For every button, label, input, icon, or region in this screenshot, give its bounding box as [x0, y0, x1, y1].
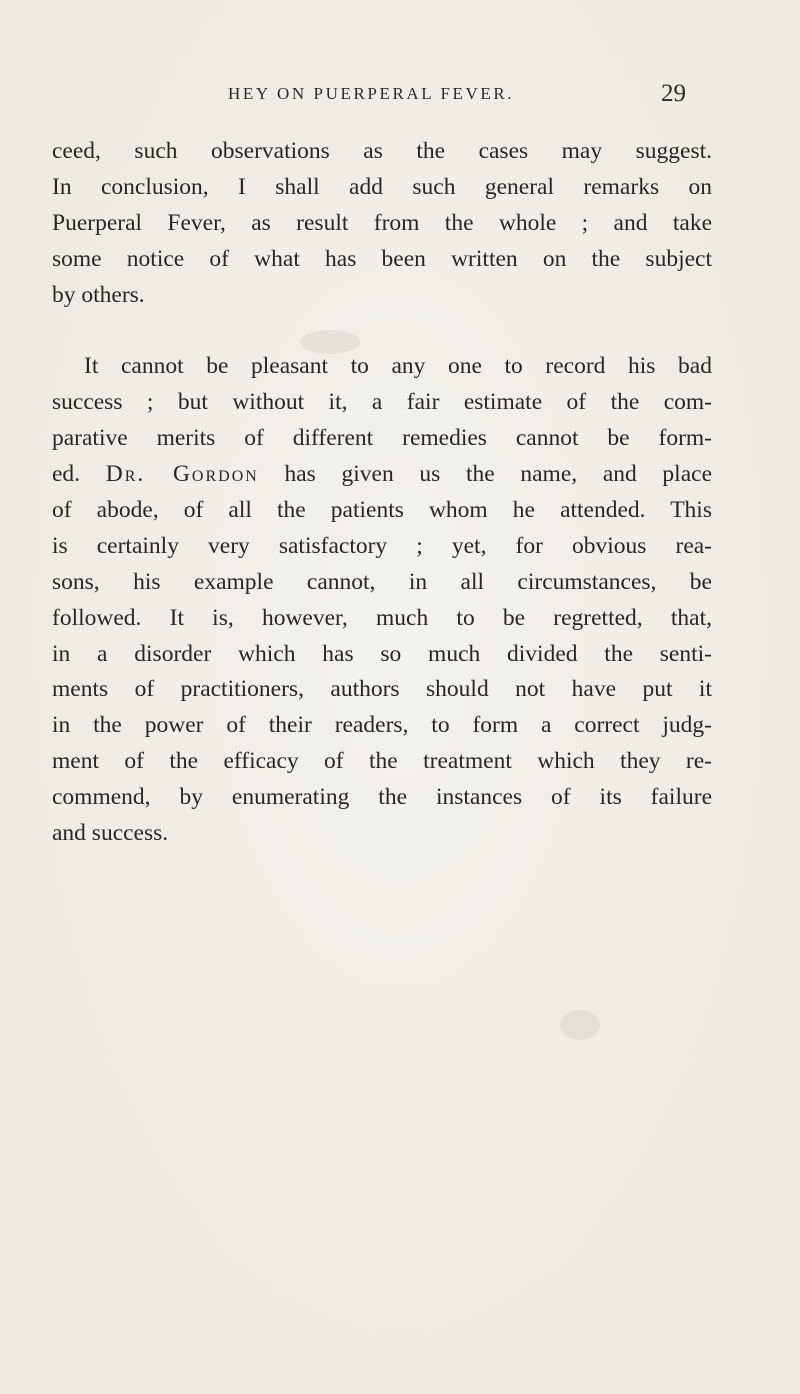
- running-head: [228, 80, 708, 110]
- text-line: some notice of what has been written on the subject: [52, 245, 712, 272]
- page-number: 29: [661, 80, 686, 107]
- text-line: of abode, of all the patients whom he attended. This: [52, 497, 712, 524]
- text-fragment: ed.: [52, 461, 81, 488]
- running-title: HEY ON PUERPERAL FEVER.: [228, 84, 515, 103]
- text-line: commend, by enumerating the instances of its failure: [52, 784, 712, 811]
- text-line: ments of practitioners, authors should not have put it: [52, 676, 712, 703]
- text-line: ment of the efficacy of the treatment which they re-: [52, 748, 712, 775]
- text-line: Puerperal Fever, as result from the whole ; and take: [52, 209, 712, 236]
- paper-stain: [560, 1010, 600, 1040]
- text-line: followed. It is, however, much to be regretted, that,: [52, 604, 712, 631]
- paragraph-gap: [52, 313, 712, 349]
- author-name: Dr. Gordon: [105, 461, 259, 488]
- text-line: in the power of their readers, to form a correct judg-: [52, 712, 712, 739]
- text-line: parative merits of different remedies cannot be form-: [52, 425, 712, 452]
- text-line: is certainly very satisfactory ; yet, for obvious rea-: [52, 532, 712, 559]
- text-line: in a disorder which has so much divided the senti-: [52, 640, 712, 667]
- text-line: ceed, such observations as the cases may suggest.: [52, 138, 712, 164]
- text-line: by others.: [52, 281, 145, 308]
- text-line: [52, 457, 712, 493]
- text-line: sons, his example cannot, in all circumstances, be: [52, 568, 712, 595]
- text-fragment: has given us the name, and place: [284, 461, 712, 488]
- text-line: and success.: [52, 820, 169, 847]
- body-text: [52, 134, 712, 852]
- text-line: success ; but without it, a fair estimate of the com-: [52, 389, 712, 416]
- text-line: It cannot be pleasant to any one to record his bad: [84, 353, 712, 380]
- text-line: In conclusion, I shall add such general remarks on: [52, 173, 712, 200]
